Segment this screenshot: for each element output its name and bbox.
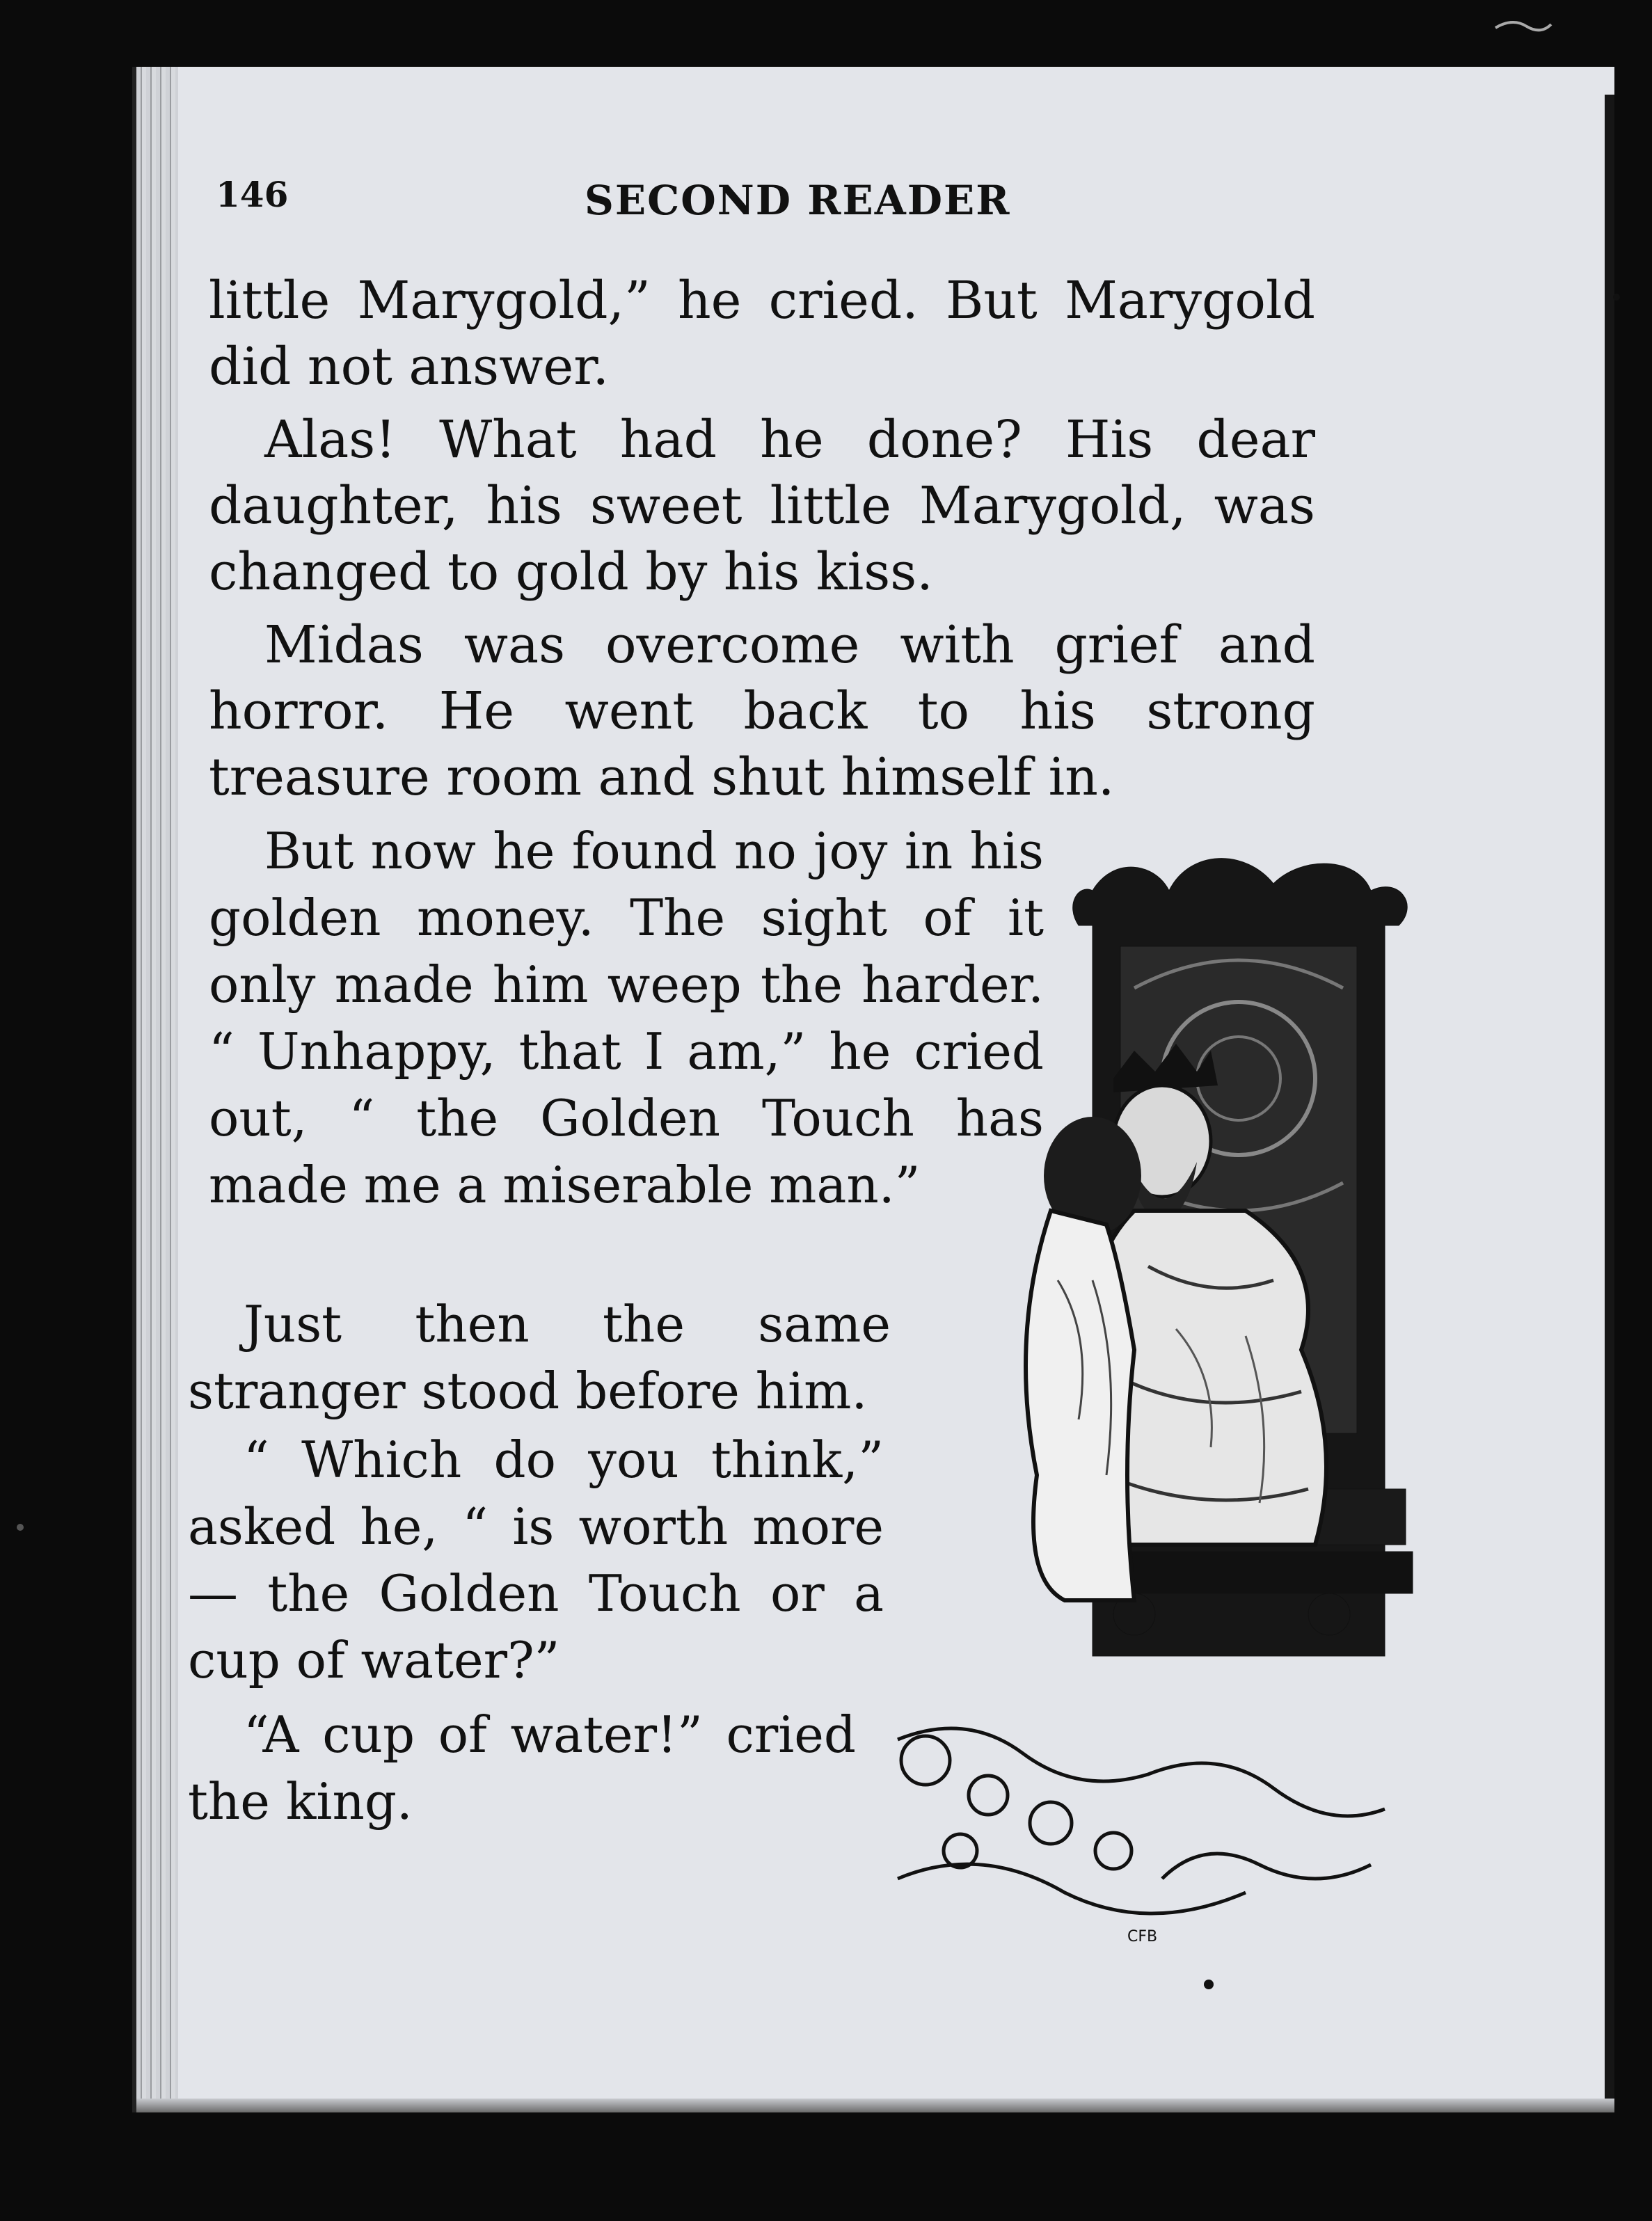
page-number: 146: [216, 174, 289, 215]
print-speck: [17, 1524, 24, 1531]
paragraph-4: But now he found no joy in his golden money. The sight of it only made him weep the harder. “ Unhappy, that I am,” he cried out, “ the Golden Touch has made me a miserable man.”: [209, 822, 1044, 1214]
page-right-edge: [1605, 95, 1614, 2112]
illustrator-signature: CFB: [1127, 1928, 1158, 1945]
corner-smudge: [1492, 14, 1555, 42]
floral-ground: [898, 1728, 1385, 1913]
paragraph-7: “A cup of water!” cried the king.: [188, 1705, 856, 1831]
page-bottom-edge: [136, 2099, 1614, 2112]
paragraph-6: “ Which do you think,” asked he, “ is worth more — the Golden Touch or a cup of water?”: [188, 1431, 884, 1689]
page-gutter: [136, 67, 178, 2112]
paragraph-3: Midas was overcome with grief and horror. He went back to his strong treasure room and shut himself in.: [209, 615, 1315, 807]
running-head: SECOND READER: [585, 177, 1011, 224]
paragraph-2: Alas! What had he done? His dear daughter, his sweet little Marygold, was changed to gold by his kiss.: [209, 410, 1315, 602]
print-speck: [1204, 1980, 1214, 1989]
print-speck: [1613, 294, 1620, 301]
page-header: [216, 174, 1457, 237]
daughter-figure: [1026, 1117, 1141, 1600]
paragraph-5: Just then the same stranger stood before him.: [188, 1295, 891, 1420]
paragraph-1: little Marygold,” he cried. But Marygold did not answer.: [209, 271, 1315, 397]
midas-illustration: [884, 849, 1433, 1990]
